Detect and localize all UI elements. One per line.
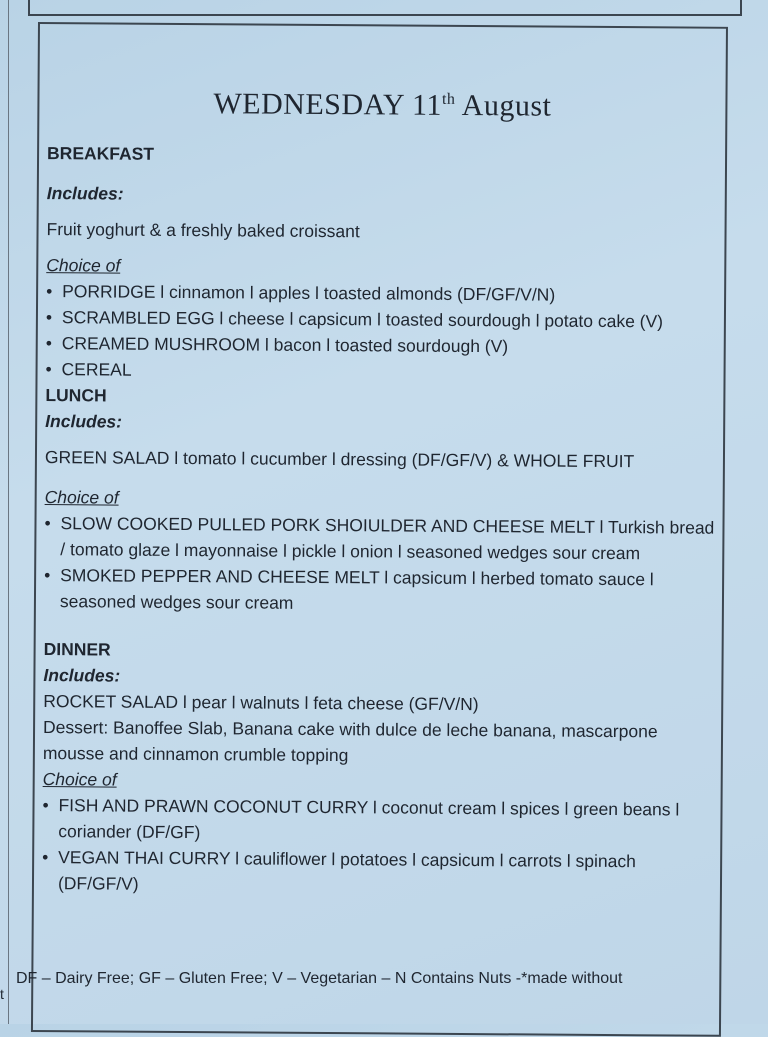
bullet-icon: • — [46, 281, 53, 302]
menu-content — [42, 140, 723, 901]
bullet-icon: • — [44, 513, 51, 534]
breakfast-item: • PORRIDGE l cinnamon l apples l toasted almonds (DF/GF/V/N) — [46, 278, 722, 309]
dinner-dessert-text: Dessert: Banoffee Slab, Banana cake with dulce de leche banana, mascarpone mousse and cinnamon crumble topping — [42, 717, 658, 766]
dinner-includes-text: ROCKET SALAD l pear l walnuts l feta cheese (GF/V/N) — [43, 691, 479, 715]
dietary-legend: DF – Dairy Free; GF – Gluten Free; V – Vegetarian – N Contains Nuts -*made without — [16, 970, 623, 987]
bullet-icon: • — [42, 847, 49, 868]
bullet-icon: • — [45, 333, 52, 354]
breakfast-item: • CEREAL — [45, 356, 721, 387]
bullet-icon: • — [45, 307, 53, 328]
breakfast-heading: BREAKFAST — [47, 143, 155, 164]
breakfast-item: • SCRAMBLED EGG l cheese l capsicum l toasted sourdough l potato cake (V) — [46, 304, 722, 335]
bullet-icon: • — [44, 565, 51, 586]
breakfast-choice-label: Choice of — [46, 255, 121, 276]
dinner-heading: DINNER — [43, 639, 111, 660]
lunch-item: • SMOKED PEPPER AND CHEESE MELT l capsicum l herbed tomato sauce l seasoned wedges sour cream — [44, 562, 720, 619]
lunch-includes-label: Includes: — [45, 411, 123, 432]
breakfast-includes-text: Fruit yoghurt & a freshly baked croissant — [46, 219, 360, 242]
dinner-item: • FISH AND PRAWN COCONUT CURRY l coconut cream l spices l green beans l coriander (DF/GF) — [42, 792, 718, 849]
edge-mark: t — [0, 986, 4, 1002]
lunch-heading: LUNCH — [45, 385, 107, 406]
bullet-icon: • — [45, 359, 52, 380]
page-title: WEDNESDAY 11th August — [213, 87, 552, 123]
dinner-choice-label: Choice of — [42, 769, 117, 790]
dinner-item: • VEGAN THAI CURRY l cauliflower l potatoes l capsicum l carrots l spinach (DF/GF/V) — [42, 844, 718, 901]
lunch-includes-text: GREEN SALAD l tomato l cucumber l dressing (DF/GF/V) & WHOLE FRUIT — [44, 447, 635, 472]
breakfast-includes-label: Includes: — [46, 183, 124, 204]
lunch-item: • SLOW COOKED PULLED PORK SHOIULDER AND CHEESE MELT l Turkish bread / tomato glaze l mayonnaise l pickle l onion l seasoned wedges sour cream — [44, 510, 720, 567]
dinner-includes-label: Includes: — [43, 665, 121, 686]
breakfast-item: • CREAMED MUSHROOM l bacon l toasted sourdough (V) — [46, 330, 722, 361]
lunch-choice-label: Choice of — [44, 487, 119, 508]
neighbor-page-edge — [8, 0, 9, 1024]
menu-sheet — [31, 22, 728, 1037]
top-page-frame — [28, 0, 742, 16]
bullet-icon: • — [42, 795, 49, 816]
